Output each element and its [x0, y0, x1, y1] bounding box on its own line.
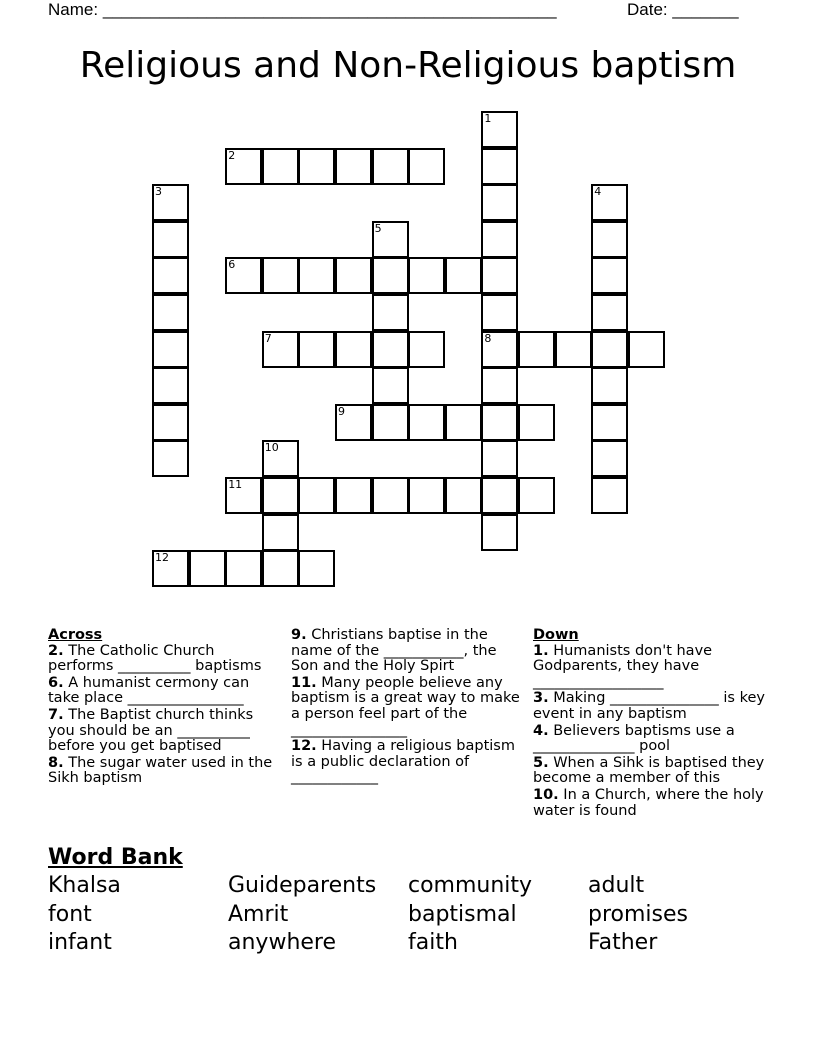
clue-across-6: 6. A humanist cermony can take place ________________	[48, 674, 250, 707]
clue-across-11: 11. Many people believe any baptism is a great way to make a person feel part of the ________________	[291, 674, 520, 738]
crossword-cell[interactable]	[481, 184, 518, 221]
word-bank-item: Amrit	[228, 902, 289, 927]
word-bank-item: promises	[588, 902, 688, 927]
clue-across-7: 7. The Baptist church thinks you should be an __________ before you get baptised	[48, 706, 254, 755]
word-bank-item: Guideparents	[228, 873, 377, 898]
down-heading: Down	[533, 627, 579, 643]
crossword-cell[interactable]	[372, 477, 409, 514]
crossword-cell[interactable]	[152, 367, 189, 404]
crossword-cell[interactable]	[152, 294, 189, 331]
crossword-cell[interactable]	[298, 477, 335, 514]
crossword-cell[interactable]	[518, 404, 555, 441]
clue-number: 6	[228, 258, 236, 272]
crossword-cell[interactable]	[372, 404, 409, 441]
down-column	[533, 628, 771, 820]
clue-number: 5	[374, 221, 382, 235]
clue-number: 9	[338, 404, 345, 418]
clue-number: 8	[484, 331, 492, 345]
crossword-cell[interactable]	[591, 184, 628, 221]
crossword-cell[interactable]	[152, 331, 189, 368]
word-bank-item: baptismal	[408, 902, 517, 927]
crossword-cell[interactable]	[152, 184, 189, 221]
clue-down-10: 10. In a Church, where the holy water is found	[533, 786, 764, 819]
word-bank-item: Khalsa	[48, 873, 121, 898]
word-bank-title: Word Bank	[48, 845, 183, 870]
crossword-cell[interactable]	[481, 404, 518, 441]
word-bank-item: community	[408, 873, 533, 898]
crossword-cell[interactable]	[298, 550, 335, 587]
date-blank[interactable]: _______	[672, 0, 739, 19]
clue-number: 10	[264, 441, 279, 455]
crossword-cell[interactable]	[481, 514, 518, 551]
crossword-cell[interactable]	[189, 550, 226, 587]
crossword-cell[interactable]	[591, 294, 628, 331]
crossword-cell[interactable]	[591, 221, 628, 258]
clue-number: 11	[228, 478, 243, 491]
crossword-cell[interactable]	[372, 148, 409, 185]
crossword-cell[interactable]	[445, 477, 482, 514]
crossword-cell[interactable]	[591, 477, 628, 514]
crossword-cell[interactable]	[481, 331, 518, 368]
clue-across-2: 2. The Catholic Church performs __________ baptisms	[48, 642, 262, 675]
crossword-cell[interactable]	[591, 331, 628, 368]
crossword-cell[interactable]	[152, 440, 189, 477]
name-label: Name:	[48, 0, 99, 19]
crossword-cell[interactable]	[335, 477, 372, 514]
crossword-cell[interactable]	[445, 257, 482, 294]
crossword-cell[interactable]	[372, 294, 409, 331]
crossword-cell[interactable]	[262, 477, 299, 514]
crossword-cell[interactable]	[372, 257, 409, 294]
clue-number: 1	[484, 112, 492, 125]
date-label: Date:	[627, 0, 668, 19]
crossword-cell[interactable]	[481, 477, 518, 514]
crossword-cell[interactable]	[445, 404, 482, 441]
crossword-cell[interactable]	[408, 404, 445, 441]
crossword-cell[interactable]	[262, 514, 299, 551]
across-column-2	[291, 628, 523, 787]
crossword-cell[interactable]	[152, 404, 189, 441]
crossword-cell[interactable]	[298, 148, 335, 185]
crossword-cell[interactable]	[335, 404, 372, 441]
crossword-cell[interactable]	[591, 257, 628, 294]
clue-across-9: 9. Christians baptise in the name of the ___________, the Son and the Holy Spirt	[291, 627, 497, 675]
clue-number: 12	[155, 551, 169, 565]
crossword-cell[interactable]	[591, 440, 628, 477]
crossword-cell[interactable]	[591, 367, 628, 404]
word-bank-item: faith	[408, 930, 458, 955]
crossword-cell[interactable]	[408, 148, 445, 185]
crossword-cell[interactable]	[591, 404, 628, 441]
crossword-cell[interactable]	[152, 550, 189, 587]
crossword-cell[interactable]	[481, 294, 518, 331]
crossword-cell[interactable]	[225, 477, 262, 514]
crossword-cell[interactable]	[481, 221, 518, 258]
crossword-cell[interactable]	[298, 257, 335, 294]
crossword-cell[interactable]	[152, 257, 189, 294]
crossword-cell[interactable]	[262, 550, 299, 587]
crossword-cell[interactable]	[481, 257, 518, 294]
clue-number: 4	[594, 185, 602, 199]
crossword-cell[interactable]	[335, 331, 372, 368]
crossword-cell[interactable]	[555, 331, 592, 368]
clue-down-4: 4. Believers baptisms use a ______________ pool	[533, 722, 735, 755]
crossword-cell[interactable]	[481, 148, 518, 185]
crossword-cell[interactable]	[152, 221, 189, 258]
crossword-cell[interactable]	[262, 257, 299, 294]
crossword-cell[interactable]	[372, 221, 409, 258]
clue-number: 7	[264, 331, 272, 345]
word-bank-item: anywhere	[228, 930, 337, 955]
crossword-cell[interactable]	[372, 331, 409, 368]
across-heading: Across	[48, 627, 103, 643]
clue-down-5: 5. When a Sihk is baptised they become a member of this	[533, 754, 765, 787]
crossword-cell[interactable]	[372, 367, 409, 404]
crossword-cell[interactable]	[408, 477, 445, 514]
clue-number: 2	[228, 148, 236, 162]
crossword-cell[interactable]	[225, 148, 262, 185]
name-blank[interactable]: ________________________________________________	[102, 0, 557, 19]
clue-across-8: 8. The sugar water used in the Sikh baptism	[48, 754, 273, 787]
clue-down-3: 3. Making _______________ is key event in any baptism	[533, 690, 765, 722]
crossword-cell[interactable]	[628, 331, 665, 368]
crossword-cell[interactable]	[262, 331, 299, 368]
crossword-cell[interactable]	[518, 331, 555, 368]
word-bank-item: font	[48, 902, 92, 927]
crossword-cell[interactable]	[298, 331, 335, 368]
crossword-cell[interactable]	[335, 257, 372, 294]
crossword-cell[interactable]	[481, 111, 518, 148]
page-title: Religious and Non-Religious baptism	[79, 45, 737, 86]
crossword-cell[interactable]	[408, 331, 445, 368]
crossword-cell[interactable]	[262, 148, 299, 185]
clue-number: 3	[155, 185, 162, 199]
word-bank-item: Father	[588, 930, 658, 955]
word-bank-item: infant	[48, 930, 112, 955]
crossword-cell[interactable]	[481, 440, 518, 477]
clue-down-1: 1. Humanists don't have Godparents, they have __________________	[533, 642, 713, 690]
across-column-1	[48, 628, 280, 788]
crossword-cell[interactable]	[225, 550, 262, 587]
crossword-cell[interactable]	[408, 257, 445, 294]
crossword-cell[interactable]	[481, 367, 518, 404]
clue-across-12: 12. Having a religious baptism is a public declaration of ____________	[291, 738, 515, 786]
crossword-cell[interactable]	[335, 148, 372, 185]
crossword-cell[interactable]	[262, 440, 299, 477]
crossword-cell[interactable]	[518, 477, 555, 514]
crossword-cell[interactable]	[225, 257, 262, 294]
word-bank-item: adult	[588, 873, 645, 898]
